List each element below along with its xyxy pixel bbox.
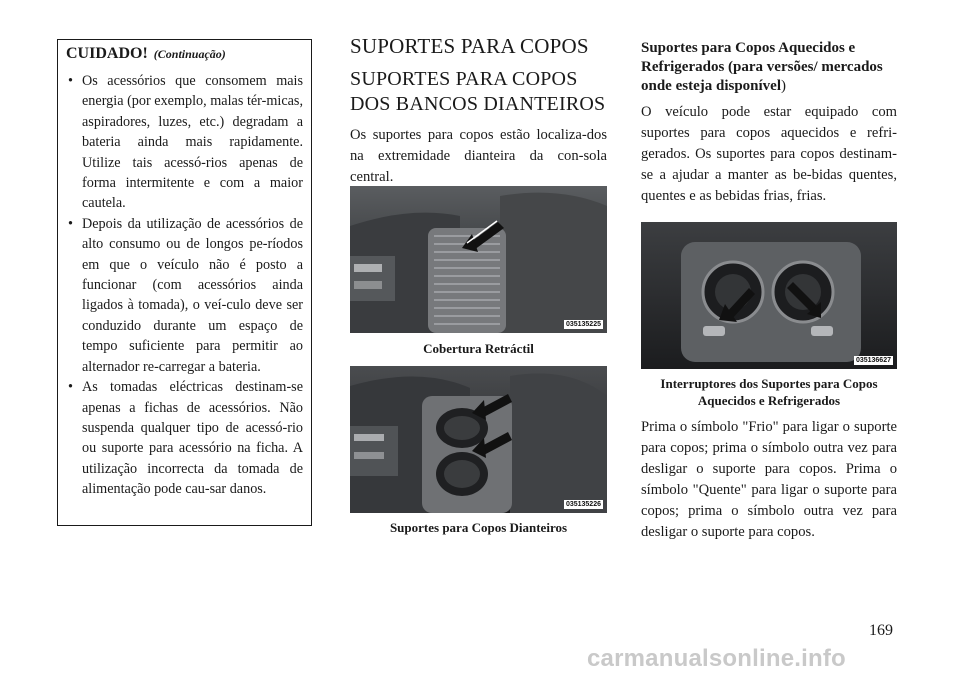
figure-code: 035135225: [565, 321, 601, 328]
caution-list: [66, 71, 303, 500]
figure-caption-cover: Cobertura Retráctil: [423, 341, 534, 356]
caution-item: • As tomadas eléctricas destinam-se apenas a fichas de acessórios. Não suspenda qualquer tipo de acessó-rio ou suporte para acessório na ficha. A utilização incorrecta da tomada de alimentação pode cau-sar danos.: [68, 379, 303, 498]
figure-code: 035136627: [855, 357, 891, 364]
caution-item: • Os acessórios que consomem mais energia (por exemplo, malas tér-micas, aspiradores, luzes, etc.) degradam a bateria ainda mais rapidamente. Utilize tais acessó-rios apenas de forma intermitente e com a maior cautela.: [68, 73, 303, 212]
page-number: 169: [869, 622, 893, 639]
caution-item: • Depois da utilização de acessórios de alto consumo ou de longos pe-ríodos em que o veículo não é posto a funcionar (com acessórios ainda ligados à tomada), o veí-culo deve ser conduzido durante um espaço de tempo suficiente para permitir ao alternador re-carregar a bateria.: [68, 215, 303, 375]
caution-continued: (Continuação): [153, 47, 226, 61]
heading-closing-paren: ): [781, 78, 787, 94]
cup-holder-switches-image: [641, 222, 897, 369]
caution-item-text: As tomadas eléctricas destinam-se apenas a fichas de acessórios. Não suspenda qualquer tipo de acessó-rio ou suporte para acessório na ficha. A utilização incorrecta da tomada de alimentação pode cau-sar danos.: [82, 379, 303, 498]
front-cup-holders-image: [350, 366, 607, 513]
caution-item-text: Os acessórios que consomem mais energia (por exemplo, malas tér-micas, aspiradores, luzes, etc.) degradam a bateria ainda mais rapidamente. Utilize tais acessó-rios apenas de forma intermitente e com a maior cautela.: [82, 73, 303, 212]
caution-item-text: Depois da utilização de acessórios de alto consumo ou de longos pe-ríodos em que o veículo não é posto a funcionar (com acessórios ainda ligados à tomada), o veí-culo deve ser conduzido durante um espaço de tempo suficiente para permitir ao alternador re-carregar a bateria.: [82, 215, 303, 375]
caution-heading: [66, 44, 303, 64]
heated-cooled-heading: [641, 39, 901, 96]
retractable-cover-image: [350, 186, 607, 333]
caution-title: CUIDADO!: [66, 45, 148, 62]
caution-box: [57, 39, 312, 526]
section-title: SUPORTES PARA COPOS: [350, 34, 589, 58]
heated-cooled-heading-text: Suportes para Copos Aquecidos e Refrigerados (para versões/ mercados onde esteja disponível: [641, 40, 883, 94]
figure-caption-front-holders: Suportes para Copos Dianteiros: [389, 520, 568, 535]
figure-code: 035135226: [565, 501, 601, 508]
subsection-title: SUPORTES PARA COPOS DOS BANCOS DIANTEIROS: [350, 68, 606, 115]
watermark: carmanualsonline.info: [587, 645, 846, 672]
heated-cooled-paragraph-1: O veículo pode estar equipado com suportes para copos aquecidos e refri-gerados. Os suportes para copos destinam-se a ajudar a manter as be-bidas quentes, quentes e as bebidas frias, frias.: [641, 104, 897, 204]
figure-caption-switches: Interruptores dos Suportes para Copos Aquecidos e Refrigerados: [660, 376, 878, 408]
intro-paragraph: Os suportes para copos estão localiza-dos na extremidade dianteira da con-sola central.: [350, 127, 607, 185]
heated-cooled-paragraph-2: Prima o símbolo "Frio" para ligar o suporte para copos; prima o símbolo outra vez para desligar o suporte para copos. Prima o símbolo "Quente" para ligar o suporte para copos; prima o símbolo outra vez para desligar o suporte para copos.: [641, 419, 897, 540]
